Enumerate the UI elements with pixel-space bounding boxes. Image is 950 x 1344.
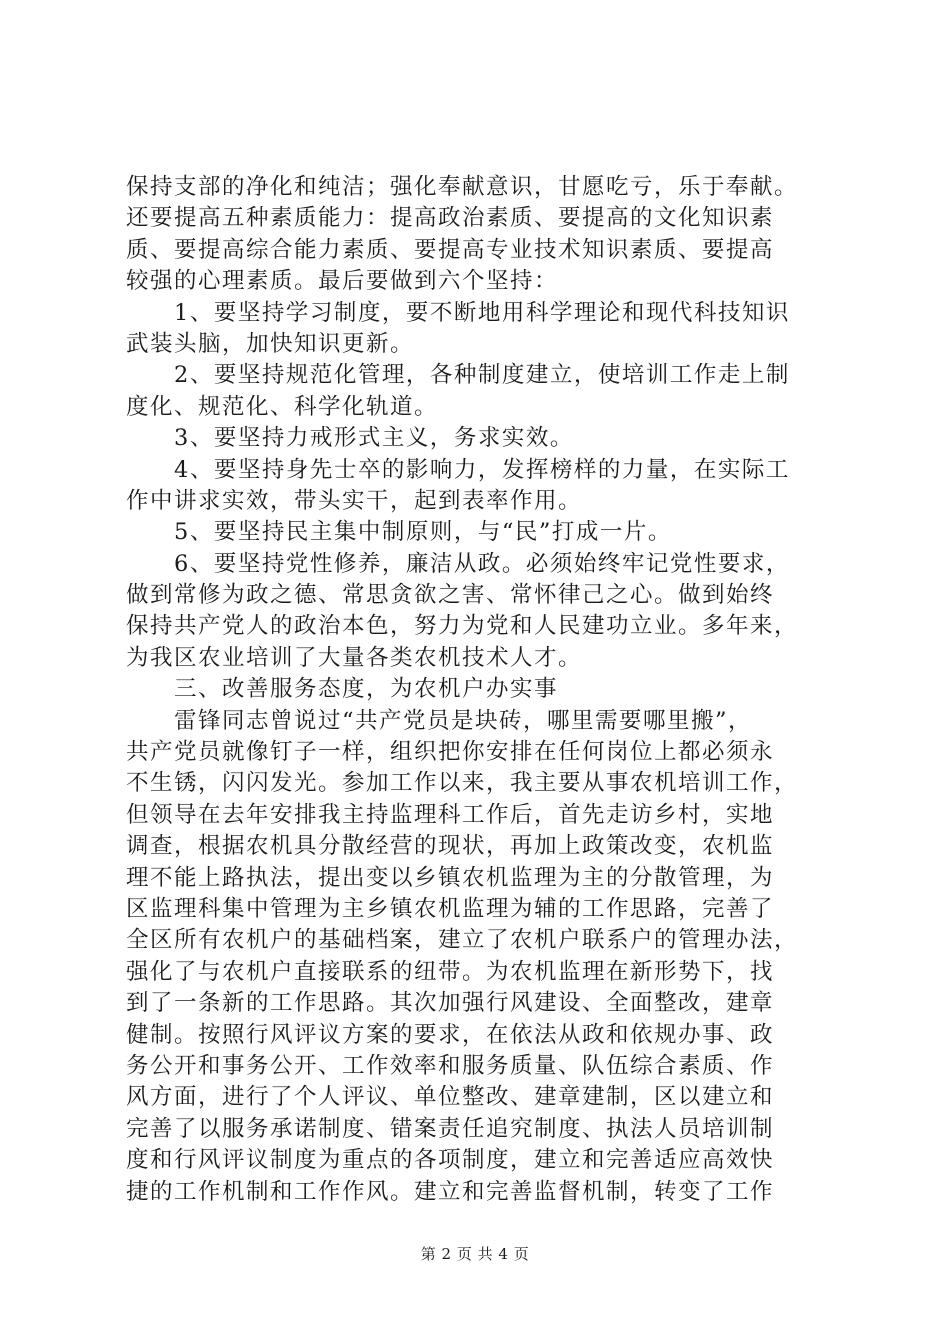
text-line: 5、要坚持民主集中制原则，与“民”打成一片。 bbox=[174, 519, 672, 546]
text-line: 较强的心理素质。最后要做到六个坚持： bbox=[126, 268, 559, 295]
text-line: 完善了以服务承诺制度、错案责任追究制度、执法人员培训制 bbox=[126, 1115, 775, 1142]
text-line: 质、要提高综合能力素质、要提高专业技术知识素质、要提高 bbox=[126, 236, 775, 263]
text-line: 到了一条新的工作思路。其次加强行风建设、全面整改，建章 bbox=[126, 990, 775, 1017]
text-line: 作中讲求实效，带头实干，起到表率作用。 bbox=[126, 487, 583, 514]
text-line: 全区所有农机户的基础档案，建立了农机户联系户的管理办法， bbox=[126, 927, 799, 954]
text-line: 保持支部的净化和纯洁；强化奉献意识，甘愿吃亏，乐于奉献。 bbox=[126, 174, 799, 200]
text-line: 4、要坚持身先士卒的影响力，发挥榜样的力量，在实际工 bbox=[174, 456, 790, 483]
text-line: 为我区农业培训了大量各类农机技术人才。 bbox=[126, 644, 583, 671]
section-heading: 三、改善服务态度，为农机户办实事 bbox=[174, 676, 559, 703]
body-text bbox=[126, 172, 836, 1208]
text-line: 调查，根据农机具分散经营的现状，再加上政策改变，农机监 bbox=[126, 833, 775, 860]
text-line: 度化、规范化、科学化轨道。 bbox=[126, 393, 439, 420]
text-line: 1、要坚持学习制度，要不断地用科学理论和现代科技知识 bbox=[174, 299, 790, 326]
text-line: 做到常修为政之德、常思贪欲之害、常怀律己之心。做到始终 bbox=[126, 582, 775, 609]
text-line: 强化了与农机户直接联系的纽带。为农机监理在新形势下，找 bbox=[126, 958, 775, 985]
page-number-footer: 第 2 页 共 4 页 bbox=[420, 1245, 530, 1263]
text-line: 捷的工作机制和工作作风。建立和完善监督机制，转变了工作 bbox=[126, 1178, 775, 1205]
text-line: 区监理科集中管理为主乡镇农机监理为辅的工作思路，完善了 bbox=[126, 895, 775, 922]
text-line: 共产党员就像钉子一样，组织把你安排在任何岗位上都必须永 bbox=[126, 739, 775, 766]
text-line: 理不能上路执法，提出变以乡镇农机监理为主的分散管理，为 bbox=[126, 864, 775, 891]
text-line: 2、要坚持规范化管理，各种制度建立，使培训工作走上制 bbox=[174, 362, 790, 389]
text-line: 风方面，进行了个人评议、单位整改、建章建制，区以建立和 bbox=[126, 1084, 775, 1111]
text-line: 务公开和事务公开、工作效率和服务质量、队伍综合素质、作 bbox=[126, 1052, 775, 1079]
text-line: 保持共产党人的政治本色，努力为党和人民建功立业。多年来， bbox=[126, 613, 799, 640]
text-line: 度和行风评议制度为重点的各项制度，建立和完善适应高效快 bbox=[126, 1147, 775, 1174]
text-line: 雷锋同志曾说过“共产党员是块砖，哪里需要哪里搬”， bbox=[174, 707, 753, 734]
text-line: 武装头脑，加快知识更新。 bbox=[126, 330, 415, 357]
text-line: 但领导在去年安排我主持监理科工作后，首先走访乡村，实地 bbox=[126, 801, 775, 828]
text-line: 健制。按照行风评议方案的要求，在依法从政和依规办事、政 bbox=[126, 1021, 775, 1048]
text-line: 还要提高五种素质能力：提高政治素质、要提高的文化知识素 bbox=[126, 205, 775, 232]
text-line: 6、要坚持党性修养，廉洁从政。必须始终牢记党性要求， bbox=[174, 550, 790, 577]
text-line: 不生锈，闪闪发光。参加工作以来，我主要从事农机培训工作， bbox=[126, 770, 799, 797]
text-line: 3、要坚持力戒形式主义，务求实效。 bbox=[174, 425, 574, 452]
